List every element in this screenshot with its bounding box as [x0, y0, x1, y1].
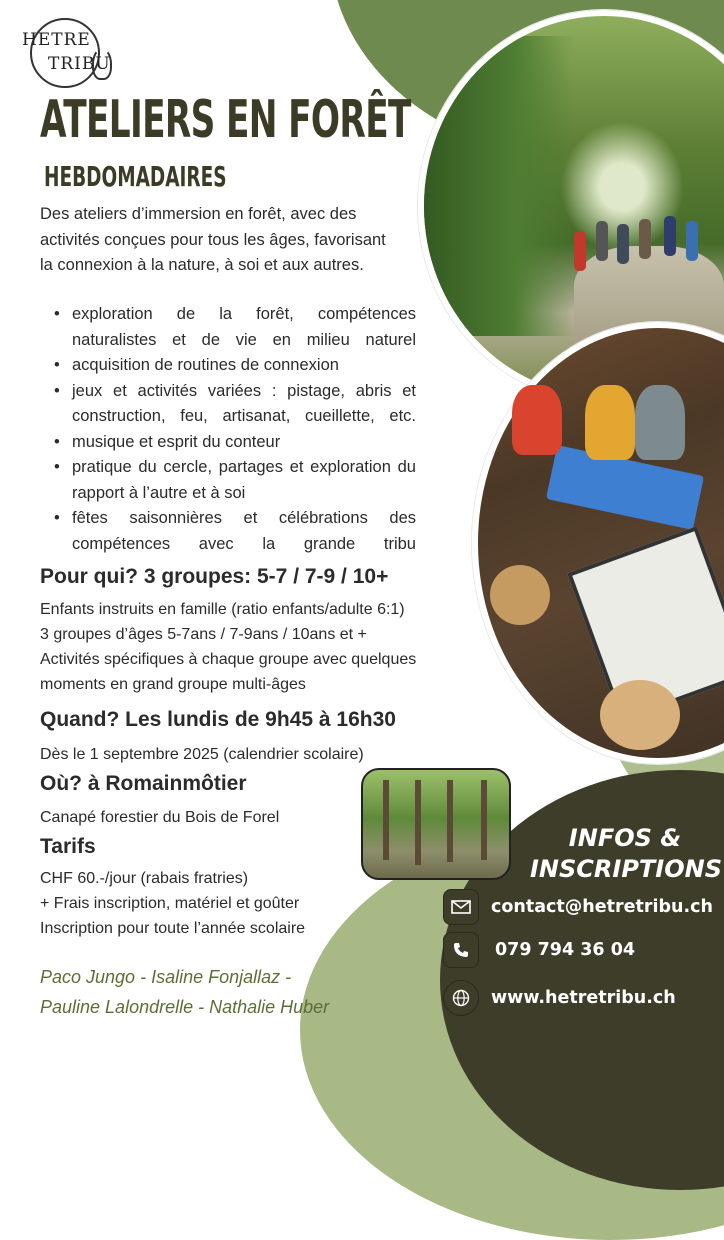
list-item: • musique et esprit du conteur — [52, 430, 416, 456]
website-row[interactable] — [443, 978, 676, 1018]
infos-line2: INSCRIPTIONS — [530, 855, 722, 883]
who-line: moments en grand groupe multi-âges — [40, 676, 306, 693]
who-heading: Pour qui? 3 groupes: 5-7 / 7-9 / 10+ — [40, 565, 389, 588]
prices-line: CHF 60.-/jour (rabais fratries) — [40, 870, 249, 887]
infos-line1: INFOS & — [568, 824, 682, 852]
intro-paragraph: Des ateliers d’immersion en forêt, avec des activités conçues pour tous les âges, favorisant la connexion à la nature, à soi et aux autres. — [40, 205, 386, 274]
website-link[interactable]: www.hetretribu.ch — [491, 988, 676, 1008]
child-shape — [512, 385, 562, 455]
email-link[interactable]: contact@hetretribu.ch — [491, 897, 713, 917]
forest-site-photo — [361, 768, 511, 880]
hetre-tribu-logo — [22, 14, 112, 88]
globe-icon — [443, 980, 479, 1016]
page-subtitle: HEBDOMADAIRES — [44, 160, 227, 193]
logo-text-line1: HETRE — [22, 30, 91, 50]
child-head-shape — [600, 680, 680, 750]
who-line: Activités spécifiques à chaque groupe avec quelques — [40, 651, 417, 668]
child-shape — [585, 385, 635, 460]
credits-line1: Paco Jungo - Isaline Fonjallaz - — [40, 967, 292, 987]
list-item: • exploration de la forêt, compétences naturalistes et de vie en milieu naturel — [52, 302, 416, 353]
when-heading: Quand? Les lundis de 9h45 à 16h30 — [40, 708, 396, 731]
phone-number[interactable]: 079 794 36 04 — [495, 940, 636, 960]
activities-list — [52, 302, 416, 557]
organizers-credits — [40, 962, 329, 1022]
mail-icon — [443, 889, 479, 925]
where-heading: Où? à Romainmôtier — [40, 772, 247, 795]
logo-circle — [30, 18, 100, 88]
phone-icon — [443, 932, 479, 968]
list-item: • jeux et activités variées : pistage, abris et construction, feu, artisanat, cueillette, etc. — [52, 379, 416, 430]
infos-heading — [530, 823, 720, 885]
email-row[interactable] — [443, 887, 713, 927]
credits-line2: Pauline Lalondrelle - Nathalie Huber — [40, 997, 330, 1017]
list-item: • pratique du cercle, partages et exploration du rapport à l’autre et à soi — [52, 455, 416, 506]
list-item: • acquisition de routines de connexion — [52, 353, 416, 379]
page-title: ATELIERS EN FORÊT — [40, 90, 411, 150]
child-shape — [635, 385, 685, 460]
who-line: 3 groupes d’âges 5-7ans / 7-9ans / 10ans et + — [40, 626, 367, 643]
child-head-shape — [490, 565, 550, 625]
where-line: Canapé forestier du Bois de Forel — [40, 809, 280, 826]
when-line: Dès le 1 septembre 2025 (calendrier scolaire) — [40, 746, 364, 763]
flame-icon — [92, 48, 112, 80]
logo-text-line2: TRIBU — [48, 54, 111, 74]
who-line: Enfants instruits en famille (ratio enfants/adulte 6:1) — [40, 601, 405, 618]
prices-line: Inscription pour toute l’année scolaire — [40, 920, 306, 937]
phone-row[interactable] — [443, 930, 635, 970]
prices-line: + Frais inscription, matériel et goûter — [40, 895, 300, 912]
list-item: • fêtes saisonnières et célébrations des compétences avec la grande tribu — [52, 506, 416, 557]
prices-heading: Tarifs — [40, 835, 96, 858]
